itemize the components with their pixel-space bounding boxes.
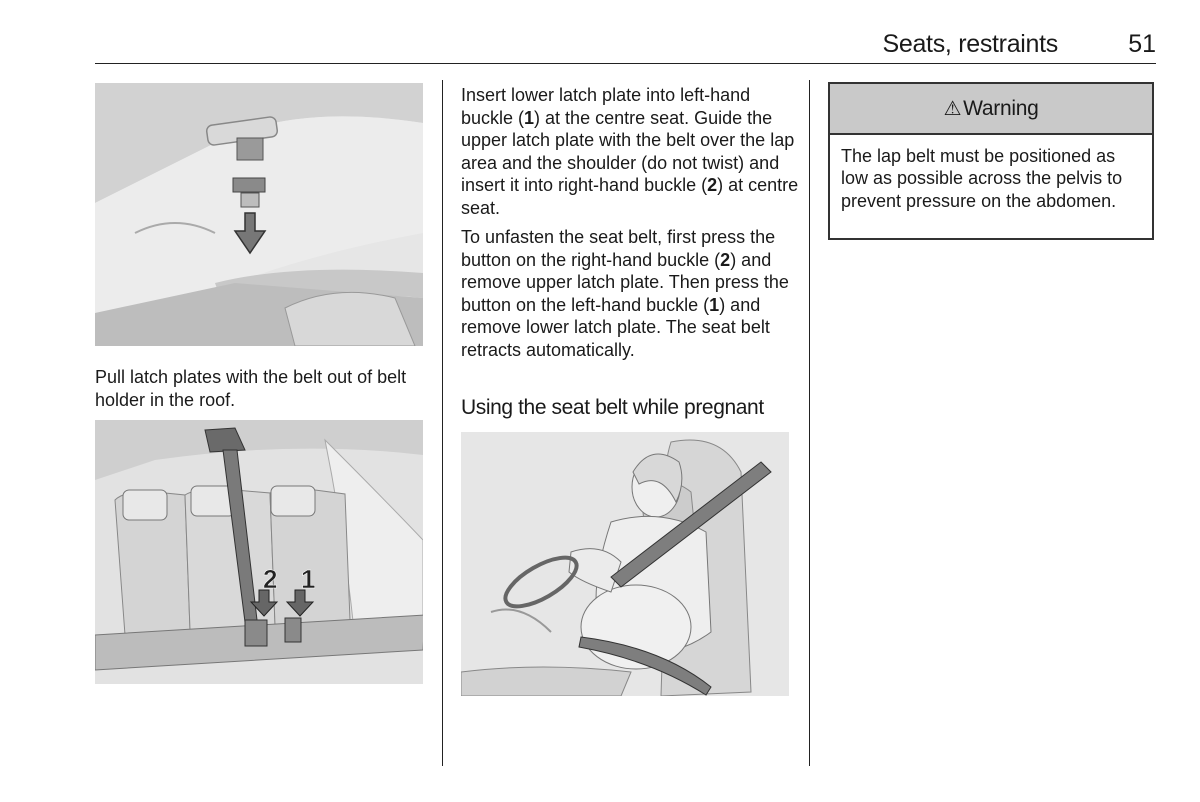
warning-title: Warning (963, 96, 1039, 120)
warning-body: The lap belt must be positioned as low as possible across the pelvis to prevent pressure on the abdomen. (841, 146, 1123, 211)
figure-label-1: 1 (301, 564, 316, 594)
caption-roof-holder: Pull latch plates with the belt out of belt holder in the roof. (95, 367, 407, 410)
centre-seat-buckles-illustration (95, 420, 423, 684)
section-title: Seats, restraints (882, 30, 1058, 58)
pregnant-driver-illustration (461, 432, 789, 696)
column-divider-left (442, 80, 443, 766)
header-rule (95, 63, 1156, 64)
warning-triangle-icon: ⚠ (943, 98, 962, 120)
instruction-unfasten: To unfasten the seat belt, first press the button on the right-hand buckle (2) and remove upper latch plate. Then press the button on the left-hand buckle (1) and remove lower latch plate. The seat belt retracts automatically. (461, 227, 789, 360)
roof-belt-holder-illustration (95, 83, 423, 346)
warning-header (830, 84, 1152, 135)
section-subheading: Using the seat belt while pregnant (461, 396, 764, 419)
page-number: 51 (1128, 30, 1156, 58)
warning-box (828, 82, 1154, 240)
figure-label-2: 2 (263, 564, 278, 594)
instruction-fasten: Insert lower latch plate into left-hand buckle (1) at the centre seat. Guide the upper latch plate with the belt over the lap area and the shoulder (do not twist) and insert it into right-hand buckle (2) at centre seat. (461, 85, 799, 218)
column-divider-right (809, 80, 810, 766)
